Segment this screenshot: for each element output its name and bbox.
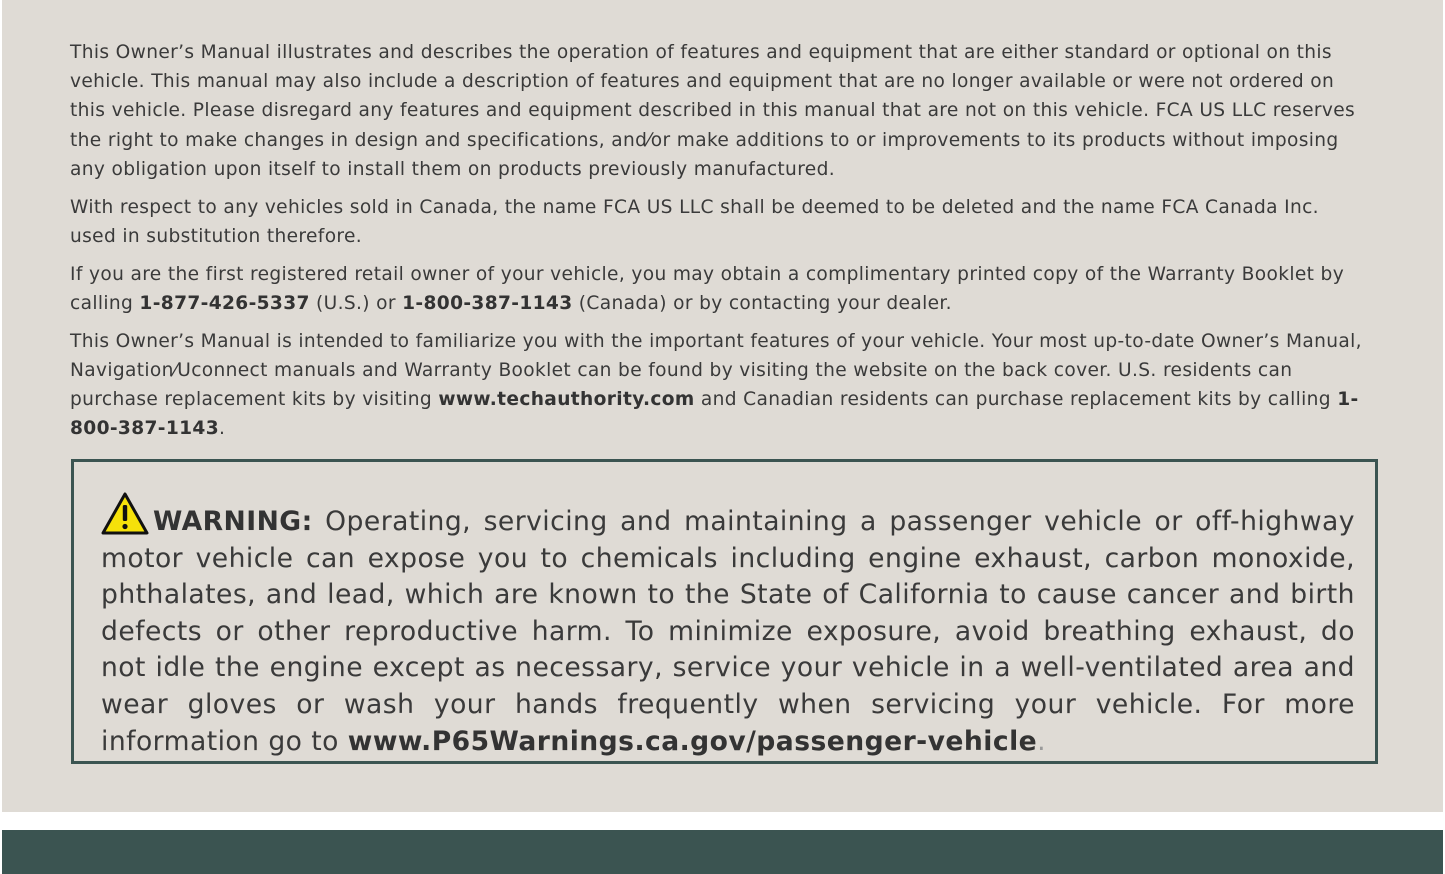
intro-paragraph-canada bbox=[70, 193, 1370, 251]
warranty-text-c: (Canada) or by contacting your dealer. bbox=[572, 292, 952, 314]
warning-body: Operating, servicing and maintaining a passenger vehicle or off-highway motor vehicle can expose you to chemicals including engine exhaust, carbon monoxide, phthalates, and lead, which are known to the State of California to cause cancer and birth defects or other reproductive harm. To minimize exposure, avoid breathing exhaust, do not idle the engine except as necessary, service your vehicle in a well-ventilated area and wear gloves or wash your hands frequently when servicing your vehicle. For more information go to bbox=[101, 506, 1355, 757]
intro-paragraph-canada-text: With respect to any vehicles sold in Canada, the name FCA US LLC shall be deemed to be deleted and the name FCA Canada Inc. used in substitution therefore. bbox=[70, 196, 1319, 247]
warning-text bbox=[101, 492, 1355, 760]
techauthority-link[interactable]: www.techauthority.com bbox=[438, 389, 695, 411]
manual-intro-text bbox=[70, 38, 1370, 452]
p65-warnings-link[interactable]: www.P65Warnings.ca.gov/passenger-vehicle bbox=[347, 725, 1038, 757]
prop65-warning-box bbox=[71, 459, 1378, 764]
warning-label: WARNING: bbox=[153, 506, 313, 537]
intro-paragraph-features-text: This Owner’s Manual illustrates and describes the operation of features and equipment that are either standard or optional on this vehicle. This manual may also include a description of features and equipment that are no longer available or were not ordered on this vehicle. Please disregard any features and equipment described in this manual that are not on this vehicle. FCA US LLC reserves the right to make changes in design and specifications, and⁄or make additions to or improvements to its products without imposing any obligation upon itself to install them on products previously manufactured. bbox=[70, 42, 1356, 180]
resources-text-a: This Owner’s Manual is intended to familiarize you with the important features of your vehicle. Your most up-to-date Owner’s Manual, Navigation⁄Uconnect manuals and Warranty Booklet can be found by visiting the website on the back cover. U.S. residents can purchase replacement kits by visiting bbox=[70, 330, 1362, 411]
intro-paragraph-warranty bbox=[70, 260, 1370, 318]
resources-text-b: and Canadian residents can purchase replacement kits by calling bbox=[694, 389, 1338, 411]
manual-page bbox=[2, 0, 1443, 812]
resources-text-c: . bbox=[219, 418, 226, 440]
warranty-text-a: If you are the first registered retail owner of your vehicle, you may obtain a complimentary printed copy of the Warranty Booklet by calling bbox=[70, 263, 1345, 314]
phone-us: 1-877-426-5337 bbox=[139, 292, 310, 314]
warning-end-period: . bbox=[1037, 725, 1047, 757]
intro-paragraph-resources bbox=[70, 327, 1370, 444]
footer-band bbox=[2, 830, 1443, 874]
warning-triangle-icon bbox=[101, 492, 149, 536]
intro-paragraph-features bbox=[70, 38, 1370, 184]
replacement-kit-phone: 1-800-387-1143 bbox=[70, 389, 1359, 440]
phone-canada: 1-800-387-1143 bbox=[402, 292, 573, 314]
warranty-text-b: (U.S.) or bbox=[309, 292, 403, 314]
